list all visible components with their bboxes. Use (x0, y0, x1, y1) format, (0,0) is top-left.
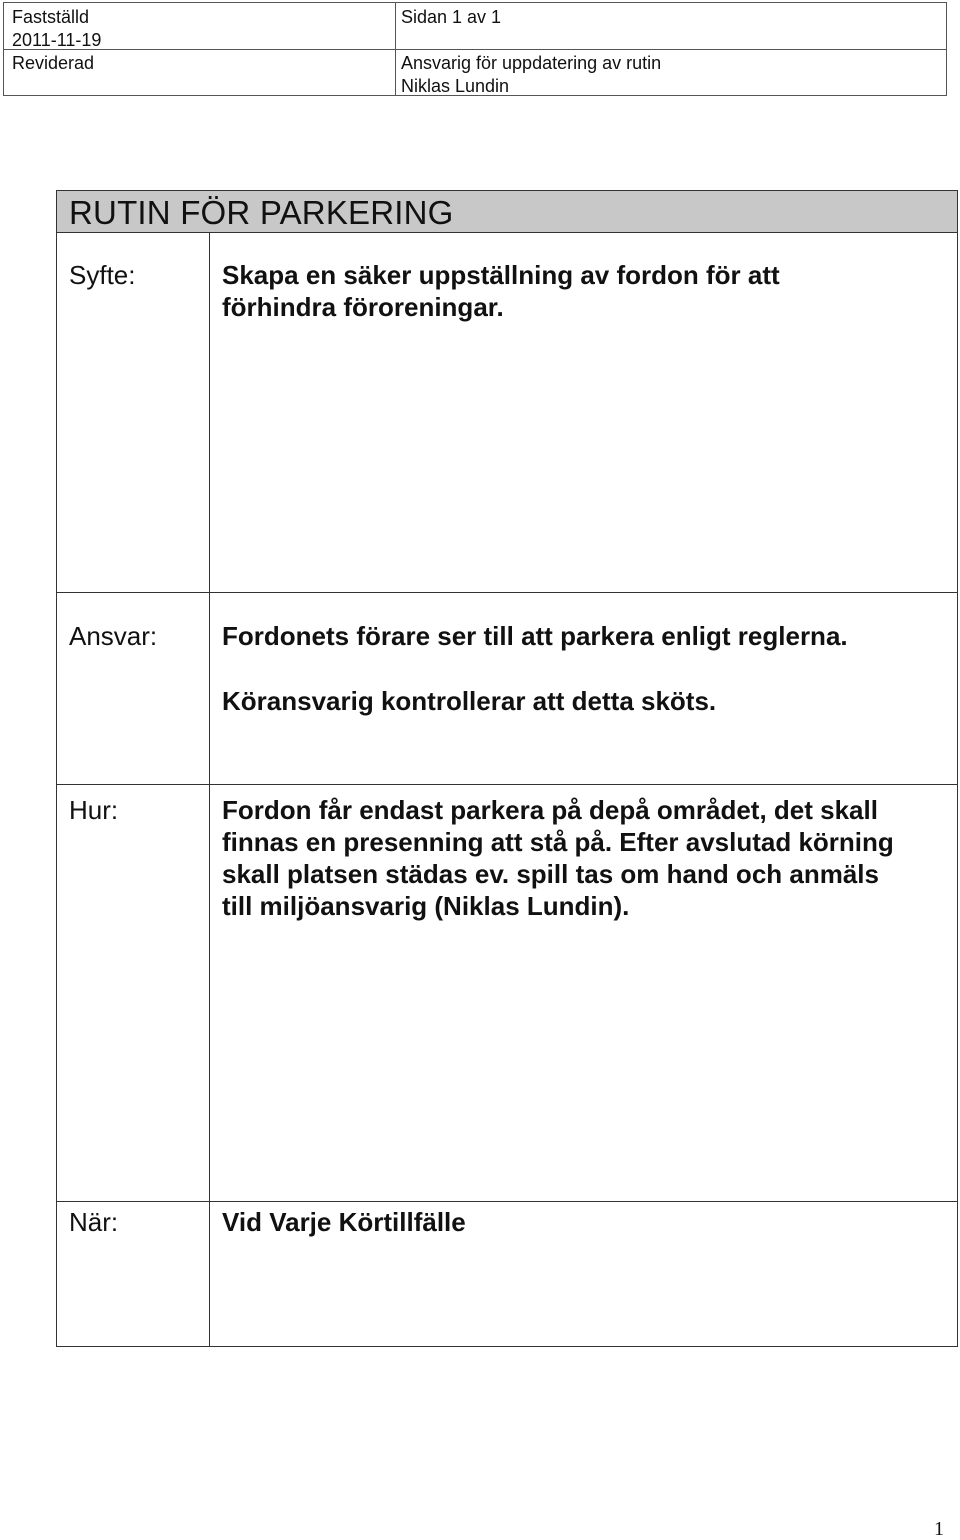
ansvar-label: Ansvar: (69, 621, 158, 651)
ansvar-line-1: Fordonets förare ser till att parkera enligt reglerna. (222, 621, 848, 651)
syfte-text (222, 259, 780, 323)
faststalld-date: 2011-11-19 (12, 30, 102, 50)
page-info: Sidan 1 av 1 (401, 7, 502, 27)
syfte-line: Skapa en säker uppställning av fordon för att (222, 260, 780, 290)
hur-line: skall platsen städas ev. spill tas om hand och anmäls (222, 859, 879, 889)
ansvarig-name: Niklas Lundin (401, 76, 510, 96)
label-column-divider (209, 233, 210, 1346)
header-row-divider (4, 49, 946, 50)
faststalld-label: Fastställd (12, 7, 90, 27)
row-divider-ansvar-hur (57, 784, 957, 785)
reviderad-label: Reviderad (12, 53, 95, 73)
ansvar-line-2: Köransvarig kontrollerar att detta sköts. (222, 686, 717, 716)
routine-table (56, 190, 958, 1347)
hur-line: finnas en presenning att stå på. Efter avslutad körning (222, 827, 894, 857)
hur-label: Hur: (69, 795, 119, 825)
document-header-table (3, 2, 947, 96)
page-number: 1 (934, 1518, 944, 1540)
routine-title-bar (57, 191, 957, 233)
row-divider-syfte-ansvar (57, 592, 957, 593)
row-divider-hur-nar (57, 1201, 957, 1202)
syfte-label: Syfte: (69, 260, 136, 290)
nar-label: När: (69, 1207, 119, 1237)
routine-title: RUTIN FÖR PARKERING (69, 194, 454, 231)
ansvarig-label: Ansvarig för uppdatering av rutin (401, 53, 662, 73)
nar-text: Vid Varje Körtillfälle (222, 1207, 466, 1237)
syfte-line: förhindra föroreningar. (222, 292, 504, 322)
hur-line: till miljöansvarig (Niklas Lundin). (222, 891, 630, 921)
hur-text (222, 794, 894, 922)
hur-line: Fordon får endast parkera på depå området, det skall (222, 795, 878, 825)
